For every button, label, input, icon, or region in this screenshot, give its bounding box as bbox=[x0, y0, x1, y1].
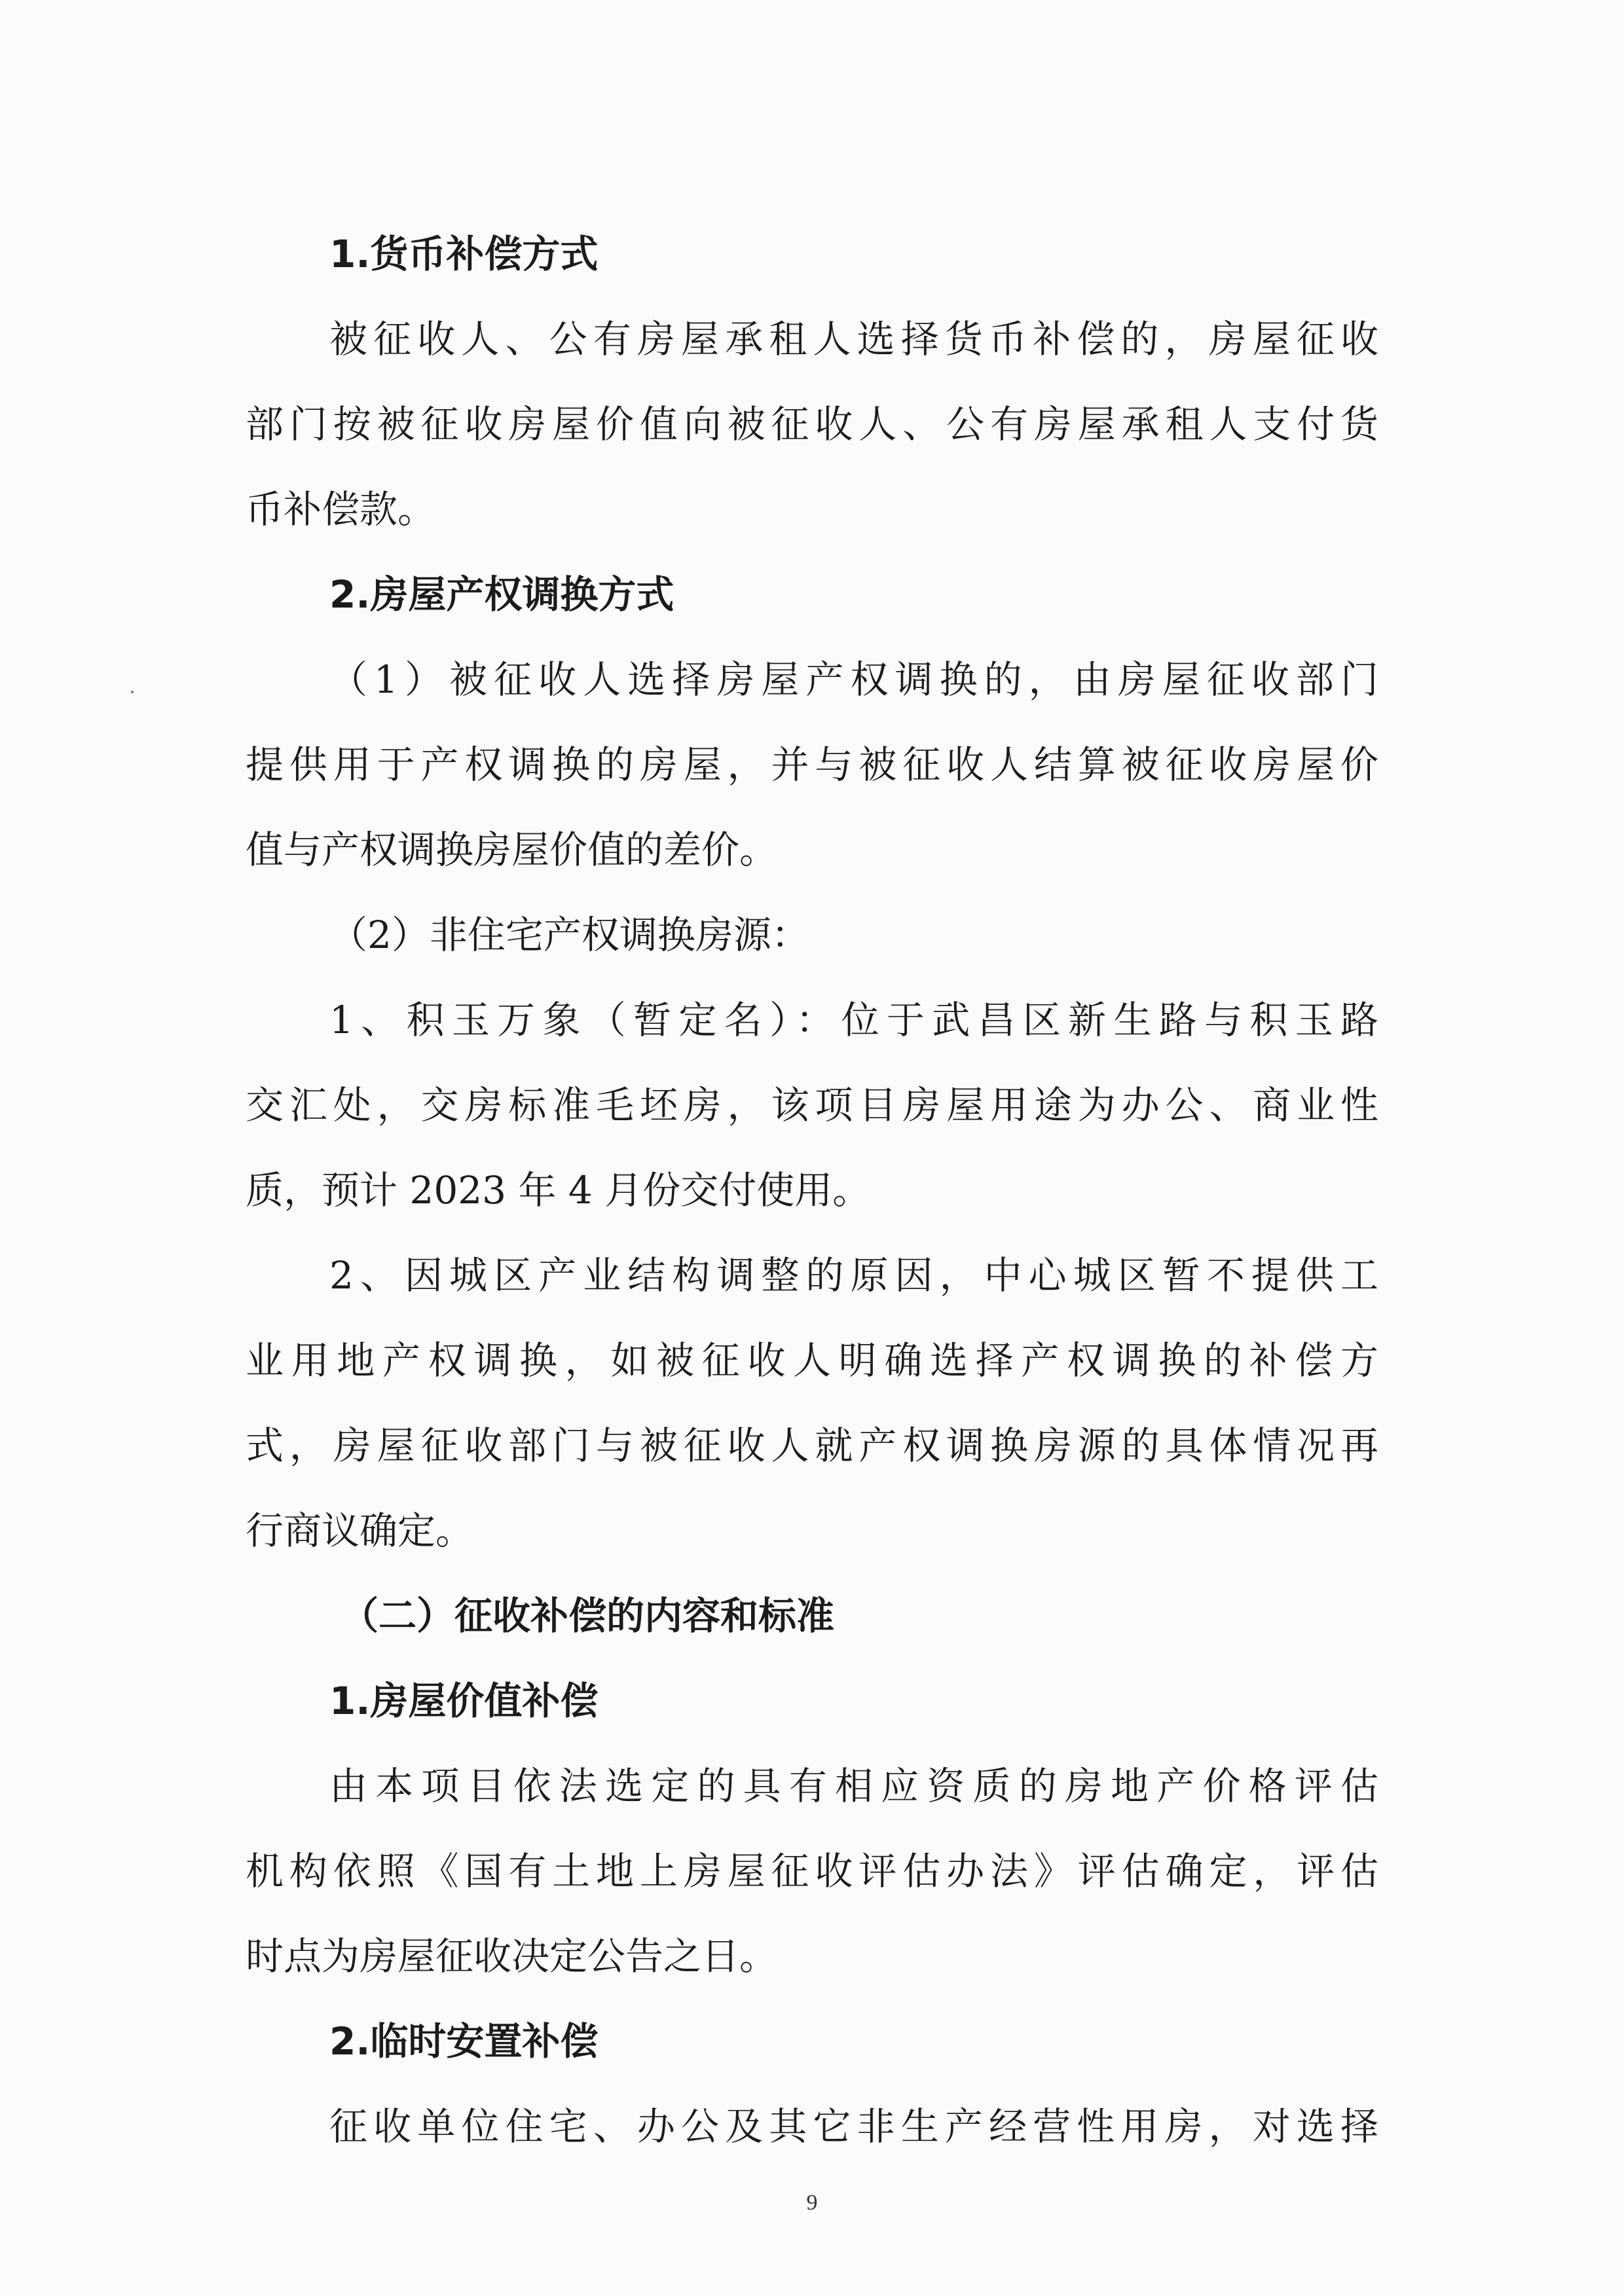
paragraph-line: 式，房屋征收部门与被征收人就产权调换房源的具体情况再 bbox=[246, 1423, 1378, 1468]
paragraph-line: 提供用于产权调换的房屋，并与被征收人结算被征收房屋价 bbox=[246, 742, 1378, 787]
paragraph-line: 被征收人、公有房屋承租人选择货币补偿的，房屋征收 bbox=[329, 317, 1378, 361]
paragraph-line: 交汇处，交房标准毛坯房，该项目房屋用途为办公、商业性 bbox=[246, 1083, 1378, 1127]
paragraph-line: 征收单位住宅、办公及其它非生产经营性用房，对选择 bbox=[329, 2104, 1378, 2149]
section-heading-temporary-resettlement: 2.临时安置补偿 bbox=[329, 2019, 599, 2064]
page-number: 9 bbox=[806, 2191, 818, 2215]
paragraph-line: 业用地产权调换，如被征收人明确选择产权调换的补偿方 bbox=[246, 1338, 1378, 1383]
paragraph-line: 质，预计 2023 年 4 月份交付使用。 bbox=[246, 1168, 871, 1212]
paragraph-line: 1、积玉万象（暂定名）：位于武昌区新生路与积玉路 bbox=[329, 998, 1378, 1042]
paragraph-line: 时点为房屋征收决定公告之日。 bbox=[246, 1934, 778, 1978]
section-heading-monetary-compensation: 1.货币补偿方式 bbox=[329, 232, 599, 276]
scan-speck bbox=[131, 691, 134, 693]
paragraph-line: （1）被征收人选择房屋产权调换的，由房屋征收部门 bbox=[329, 657, 1378, 702]
paragraph-line: 值与产权调换房屋价值的差价。 bbox=[246, 828, 778, 872]
paragraph-line: 行商议确定。 bbox=[246, 1508, 474, 1553]
paragraph-line: 2、因城区产业结构调整的原因，中心城区暂不提供工 bbox=[329, 1253, 1378, 1298]
paragraph-line: 由本项目依法选定的具有相应资质的房地产价格评估 bbox=[329, 1764, 1378, 1808]
paragraph-line: 币补偿款。 bbox=[246, 487, 436, 532]
paragraph-line: 机构依照《国有土地上房屋征收评估办法》评估确定，评估 bbox=[246, 1849, 1378, 1893]
section-heading-house-value: 1.房屋价值补偿 bbox=[329, 1679, 599, 1723]
section-heading-compensation-content: （二）征收补偿的内容和标准 bbox=[341, 1594, 835, 1638]
paragraph-line: （2）非住宅产权调换房源： bbox=[329, 913, 809, 957]
section-heading-property-exchange: 2.房屋产权调换方式 bbox=[329, 572, 674, 617]
paragraph-line: 部门按被征收房屋价值向被征收人、公有房屋承租人支付货 bbox=[246, 402, 1378, 446]
